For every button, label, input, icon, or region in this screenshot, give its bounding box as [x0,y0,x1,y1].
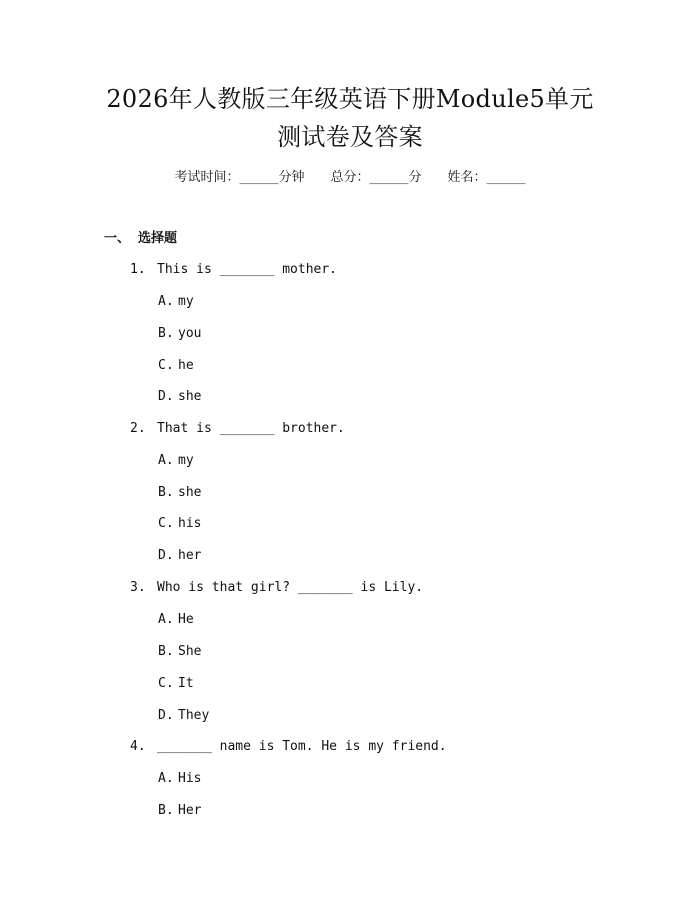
question-number: 2. [130,421,146,436]
document-title-line-2: 测试卷及答案 [277,123,423,151]
question-2-option-b [158,483,201,503]
option-letter: D. [158,389,174,404]
exam-meta [0,168,700,188]
question-2-option-c [158,514,201,534]
option-text: She [178,644,202,659]
question-1-option-c [158,356,194,376]
option-text: His [178,771,202,786]
option-text: his [178,516,202,531]
question-2-option-d [158,546,201,566]
exam-name-label: 姓名：______ [447,170,526,185]
option-text: you [178,326,202,341]
option-letter: A. [158,294,174,309]
option-letter: A. [158,453,174,468]
option-letter: C. [158,358,174,373]
option-text: They [178,708,210,723]
exam-score-label: 总分：______分 [330,170,422,185]
option-letter: A. [158,771,174,786]
option-text: my [178,453,194,468]
option-letter: D. [158,548,174,563]
option-text: he [178,358,194,373]
section-title: 选择题 [138,231,178,246]
question-1-option-a [158,292,194,312]
option-letter: A. [158,612,174,627]
question-text: Who is that girl? _______ is Lily. [157,580,424,595]
option-text: her [178,548,202,563]
option-letter: B. [158,803,174,818]
option-letter: B. [158,326,174,341]
question-2 [130,419,345,439]
question-3-option-b [158,642,201,662]
option-letter: C. [158,516,174,531]
section-number: 一、 [104,231,131,246]
question-number: 1. [130,262,146,277]
question-1-option-d [158,387,201,407]
option-letter: B. [158,485,174,500]
question-text: _______ name is Tom. He is my friend. [157,739,447,754]
option-text: she [178,485,202,500]
question-4 [130,737,447,757]
exam-time-label: 考试时间：______分钟 [174,170,305,185]
question-4-option-b [158,801,201,821]
question-3-option-c [158,674,194,694]
option-letter: C. [158,676,174,691]
option-text: Her [178,803,202,818]
question-3 [130,578,423,598]
option-letter: B. [158,644,174,659]
option-text: He [178,612,194,627]
question-4-option-a [158,769,201,789]
section-heading [104,229,177,249]
question-2-option-a [158,451,194,471]
question-3-option-d [158,706,209,726]
question-text: That is _______ brother. [157,421,345,436]
question-number: 3. [130,580,146,595]
option-letter: D. [158,708,174,723]
question-1 [130,260,337,280]
option-text: she [178,389,202,404]
option-text: It [178,676,194,691]
question-1-option-b [158,324,201,344]
question-number: 4. [130,739,146,754]
option-text: my [178,294,194,309]
question-3-option-a [158,610,194,630]
document-title-line-1: 2026年人教版三年级英语下册Module5单元 [106,85,594,113]
question-text: This is _______ mother. [157,262,338,277]
